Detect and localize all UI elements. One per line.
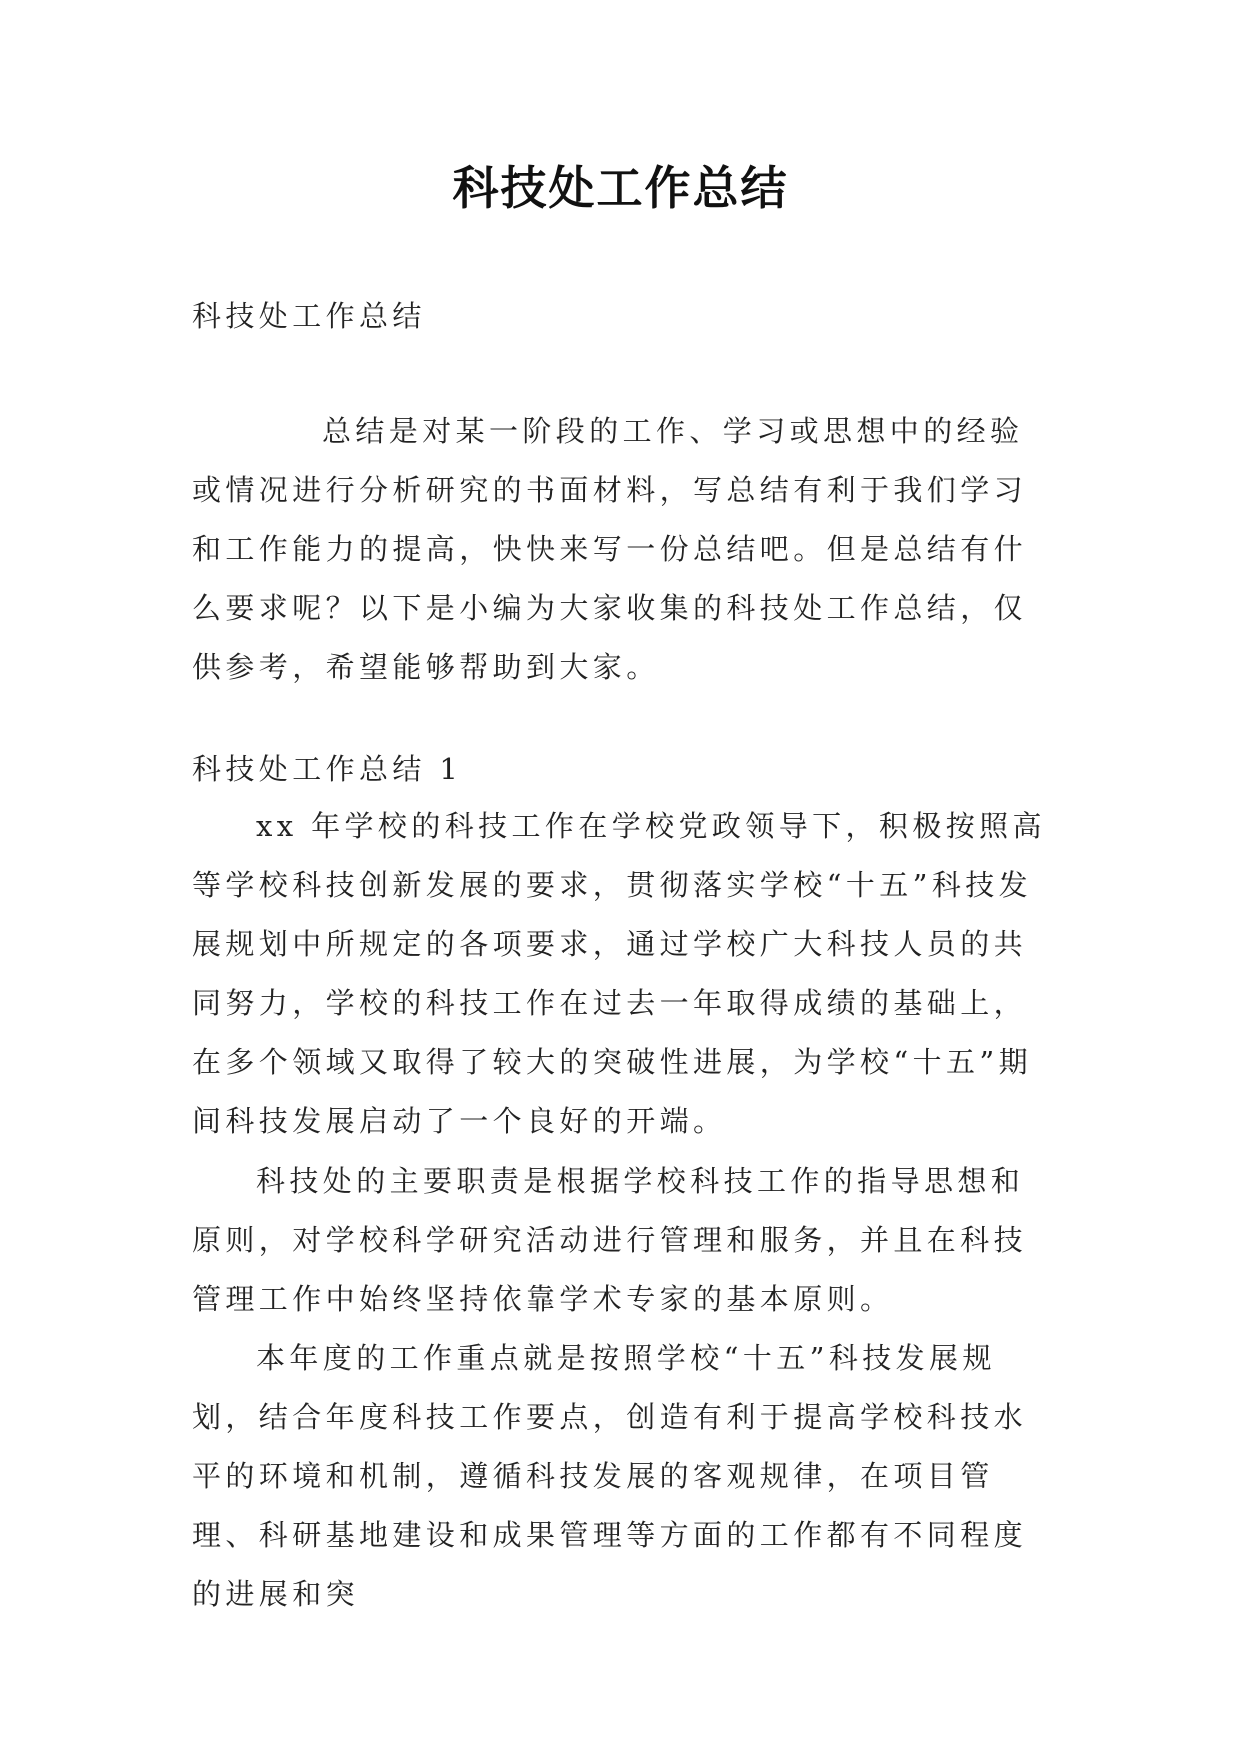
- body-paragraph-1: xx 年学校的科技工作在学校党政领导下，积极按照高等学校科技创新发展的要求，贯彻落实学校“十五”科技发展规划中所规定的各项要求，通过学校广大科技人员的共同努力，学校的科技工作在过去一年取得成绩的基础上，在多个领域又取得了较大的突破性进展，为学校“十五”期间科技发展启动了一个良好的开端。: [192, 809, 1046, 1138]
- intro-paragraph: 总结是对某一阶段的工作、学习或思想中的经验或情况进行分析研究的书面材料，写总结有利于我们学习和工作能力的提高，快快来写一份总结吧。但是总结有什么要求呢？以下是小编为大家收集的科技处工作总结，仅供参考，希望能够帮助到大家。: [192, 414, 1028, 684]
- body-paragraph-3: 本年度的工作重点就是按照学校“十五”科技发展规划，结合年度科技工作要点，创造有利于提高学校科技水平的环境和机制，遵循科技发展的客观规律，在项目管理、科研基地建设和成果管理等方面的工作都有不同程度的进展和突: [192, 1341, 1028, 1611]
- document-title: 科技处工作总结: [452, 161, 789, 215]
- body-paragraph-2: 科技处的主要职责是根据学校科技工作的指导思想和原则，对学校科学研究活动进行管理和服务，并且在科技管理工作中始终坚持依靠学术专家的基本原则。: [192, 1164, 1028, 1316]
- section-heading: 科技处工作总结 1: [192, 752, 463, 786]
- document-subtitle: 科技处工作总结: [192, 299, 426, 333]
